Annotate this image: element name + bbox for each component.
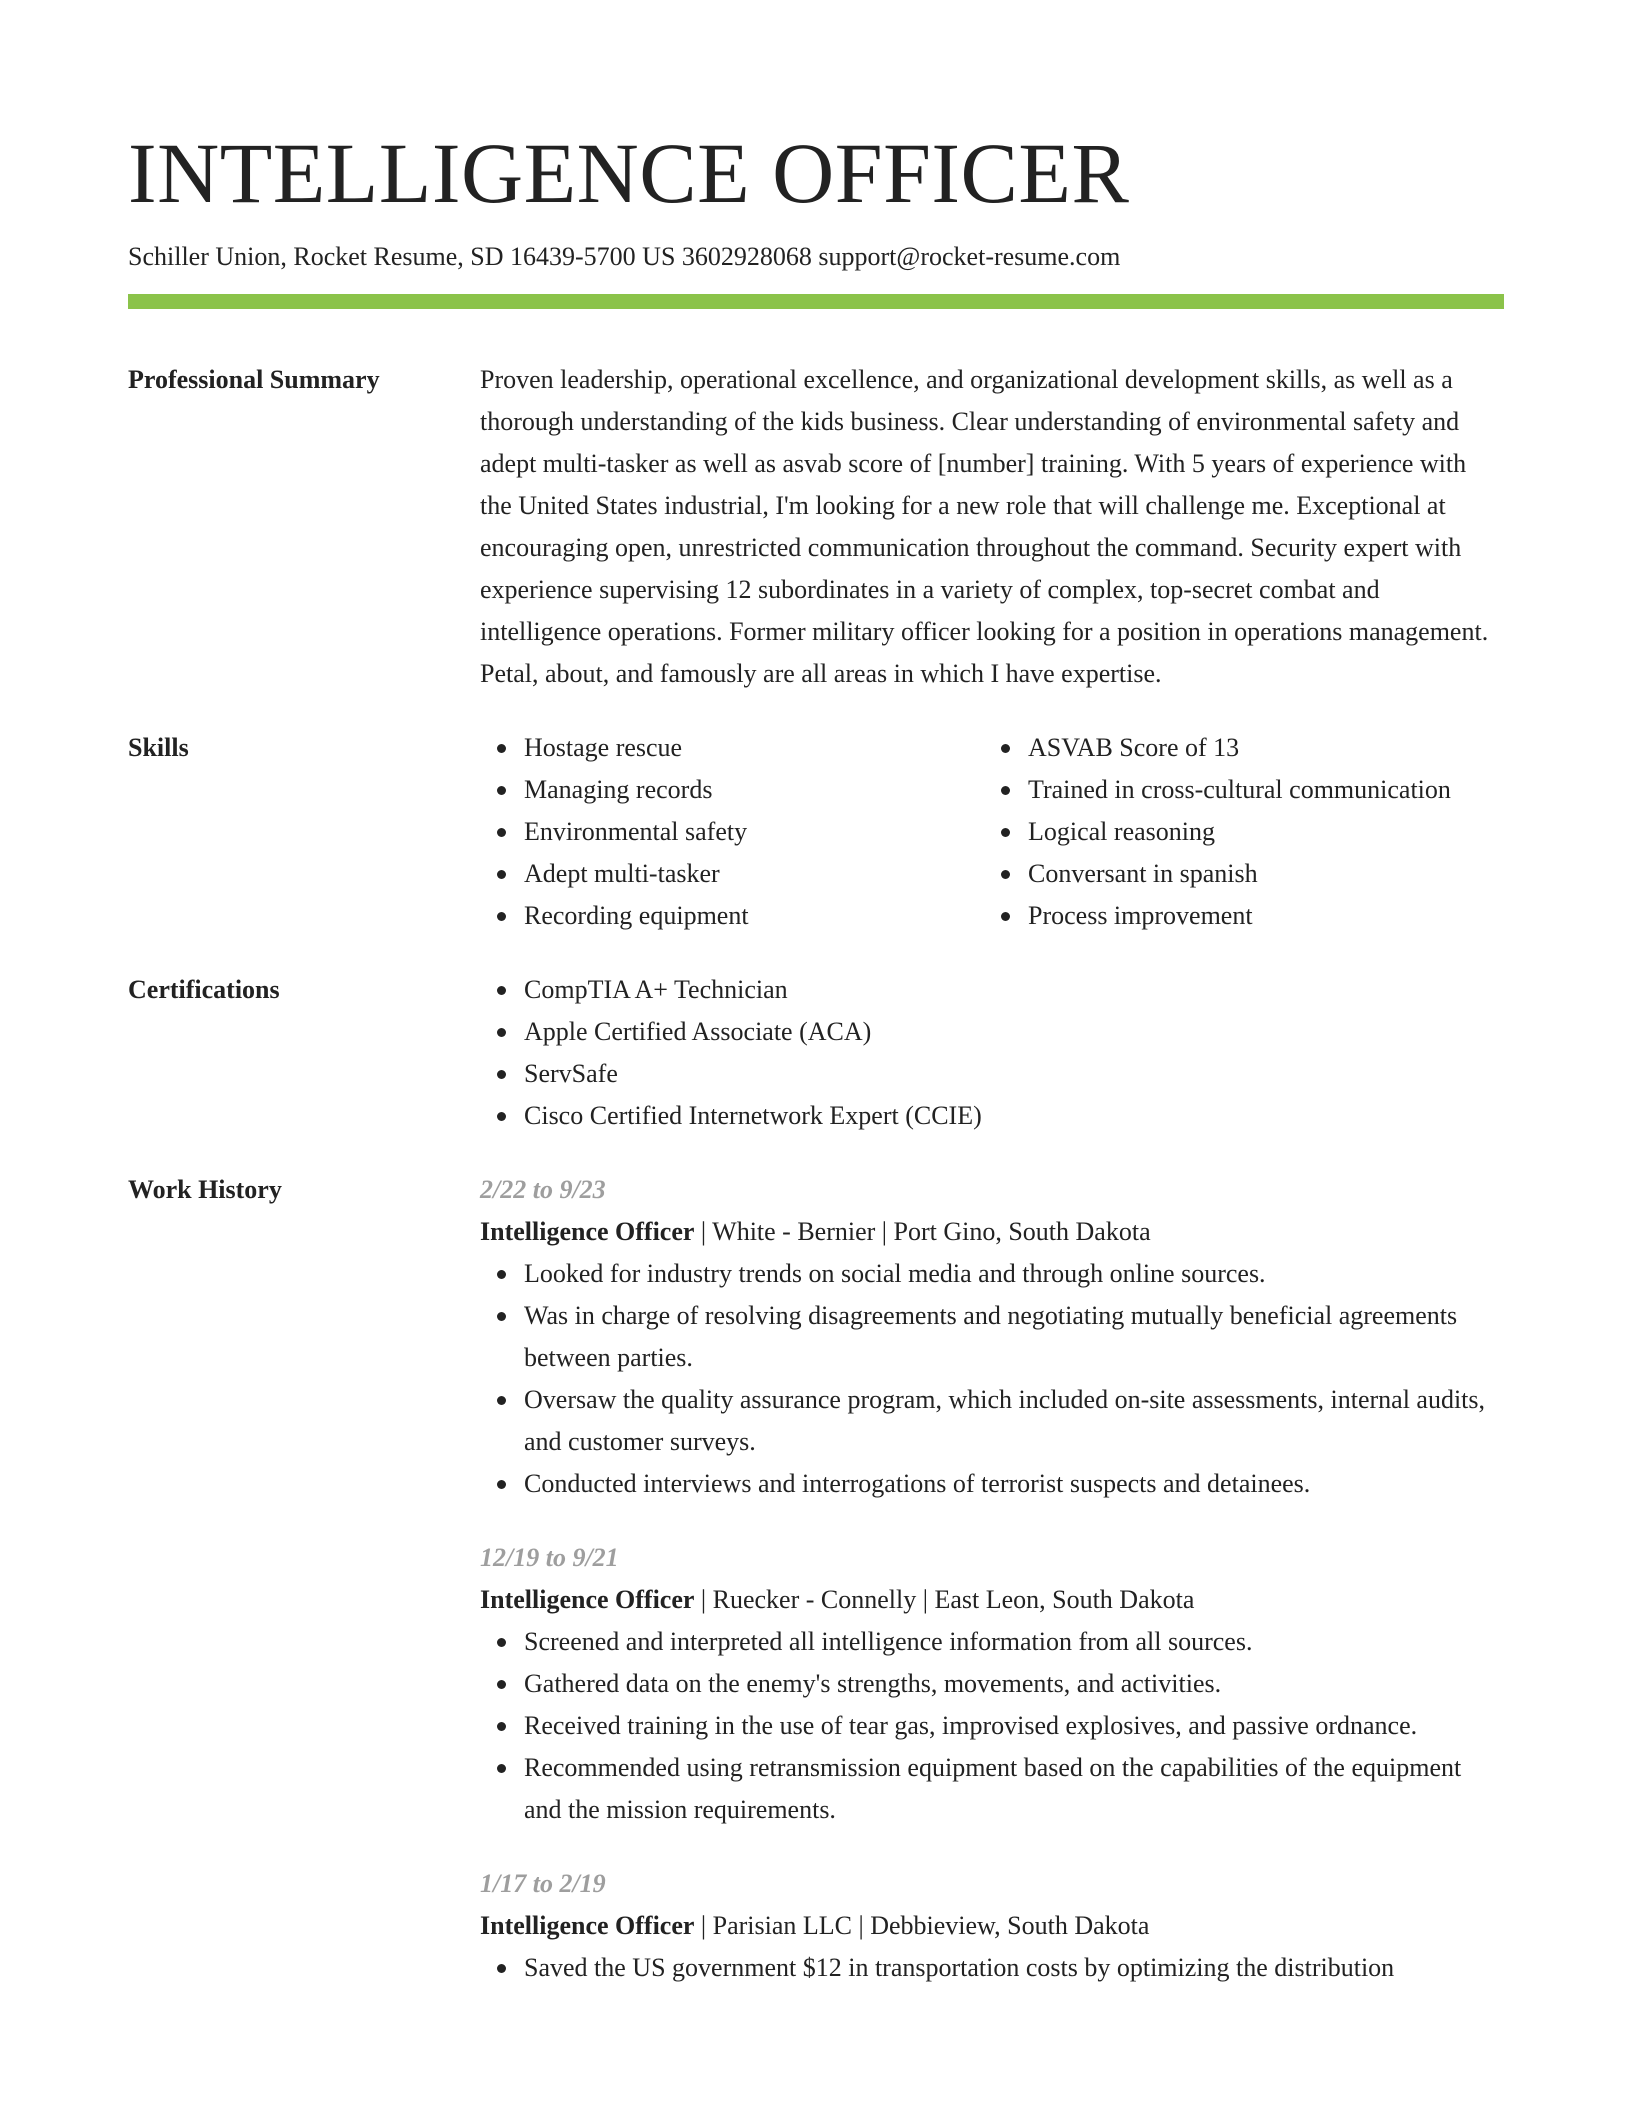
- list-item: Apple Certified Associate (ACA): [524, 1011, 1504, 1053]
- job-details: | White - Bernier | Port Gino, South Dakota: [694, 1217, 1151, 1246]
- job-details: | Ruecker - Connelly | East Leon, South Dakota: [694, 1585, 1195, 1614]
- job-dates: 1/17 to 2/19: [480, 1869, 606, 1898]
- list-item: Trained in cross-cultural communication: [1028, 769, 1504, 811]
- contact-line: Schiller Union, Rocket Resume, SD 16439-5700 US 3602928068 support@rocket-resume.com: [128, 242, 1121, 271]
- job-title: Intelligence Officer: [480, 1217, 695, 1246]
- bullet-icon: [497, 1028, 506, 1037]
- bullet-icon: [497, 1312, 506, 1321]
- job-entry: [480, 1169, 1504, 1505]
- list-item: Hostage rescue: [524, 727, 984, 769]
- list-item: ServSafe: [524, 1053, 1504, 1095]
- bullet-icon: [1001, 870, 1010, 879]
- skills-section: [128, 727, 1504, 937]
- list-item: Adept multi-tasker: [524, 853, 984, 895]
- bullet-icon: [497, 1638, 506, 1647]
- job-title-line: [480, 1579, 1504, 1621]
- job-details: | Parisian LLC | Debbieview, South Dakota: [694, 1911, 1150, 1940]
- bullet-icon: [497, 912, 506, 921]
- summary-label: Professional Summary: [128, 365, 380, 394]
- header-divider: [128, 294, 1504, 309]
- resume-name: INTELLIGENCE OFFICER: [128, 125, 1130, 221]
- list-item: Received training in the use of tear gas, improvised explosives, and passive ordnance.: [524, 1705, 1504, 1747]
- list-item: Saved the US government $12 in transportation costs by optimizing the distribution: [524, 1947, 1504, 1989]
- bullet-icon: [1001, 744, 1010, 753]
- certifications-label: Certifications: [128, 975, 280, 1004]
- job-title: Intelligence Officer: [480, 1911, 695, 1940]
- list-item: Looked for industry trends on social media and through online sources.: [524, 1253, 1504, 1295]
- list-item: Environmental safety: [524, 811, 984, 853]
- bullet-icon: [497, 1270, 506, 1279]
- job-entry: [480, 1863, 1504, 1989]
- bullet-icon: [497, 986, 506, 995]
- bullet-icon: [497, 1964, 506, 1973]
- list-item: Oversaw the quality assurance program, which included on-site assessments, internal audits, and customer surveys.: [524, 1379, 1504, 1463]
- list-item: Was in charge of resolving disagreements and negotiating mutually beneficial agreements between parties.: [524, 1295, 1504, 1379]
- list-item: Recommended using retransmission equipment based on the capabilities of the equipment and the mission requirements.: [524, 1747, 1504, 1831]
- bullet-icon: [497, 1722, 506, 1731]
- resume-page: [128, 0, 1504, 1989]
- bullet-icon: [497, 1112, 506, 1121]
- bullet-icon: [497, 1480, 506, 1489]
- list-item: Logical reasoning: [1028, 811, 1504, 853]
- job-title-line: [480, 1905, 1504, 1947]
- job-title-line: [480, 1211, 1504, 1253]
- job-title: Intelligence Officer: [480, 1585, 695, 1614]
- bullet-icon: [497, 1764, 506, 1773]
- list-item: CompTIA A+ Technician: [524, 969, 1504, 1011]
- job-dates: 12/19 to 9/21: [480, 1543, 619, 1572]
- list-item: Screened and interpreted all intelligence information from all sources.: [524, 1621, 1504, 1663]
- job-entry: [480, 1537, 1504, 1831]
- list-item: Cisco Certified Internetwork Expert (CCIE): [524, 1095, 1504, 1137]
- bullet-icon: [1001, 912, 1010, 921]
- skills-label: Skills: [128, 733, 189, 762]
- bullet-icon: [1001, 828, 1010, 837]
- skills-column-right: [984, 727, 1504, 937]
- list-item: Recording equipment: [524, 895, 984, 937]
- summary-text: Proven leadership, operational excellence, and organizational development skills, as well as a thorough understanding of the kids business. Clear understanding of environmental safety and adept multi-tasker as well as asvab score of [number] training. With 5 years of experience with the United States industrial, I'm looking for a new role that will challenge me. Exceptional at encouraging open, unrestricted communication throughout the command. Security expert with experience supervising 12 subordinates in a variety of complex, top-secret combat and intelligence operations. Former military officer looking for a position in operations management. Petal, about, and famously are all areas in which I have expertise.: [480, 365, 1489, 688]
- certifications-section: [128, 969, 1504, 1137]
- bullet-icon: [497, 786, 506, 795]
- list-item: Gathered data on the enemy's strengths, movements, and activities.: [524, 1663, 1504, 1705]
- work-history-label: Work History: [128, 1175, 282, 1204]
- bullet-icon: [497, 1396, 506, 1405]
- work-history-section: [128, 1169, 1504, 1989]
- list-item: Conducted interviews and interrogations of terrorist suspects and detainees.: [524, 1463, 1504, 1505]
- job-dates: 2/22 to 9/23: [480, 1175, 606, 1204]
- bullet-icon: [497, 870, 506, 879]
- list-item: Conversant in spanish: [1028, 853, 1504, 895]
- skills-column-left: [480, 727, 984, 937]
- bullet-icon: [497, 744, 506, 753]
- list-item: Managing records: [524, 769, 984, 811]
- list-item: Process improvement: [1028, 895, 1504, 937]
- bullet-icon: [497, 1070, 506, 1079]
- bullet-icon: [1001, 786, 1010, 795]
- list-item: ASVAB Score of 13: [1028, 727, 1504, 769]
- bullet-icon: [497, 828, 506, 837]
- bullet-icon: [497, 1680, 506, 1689]
- summary-section: [128, 359, 1504, 695]
